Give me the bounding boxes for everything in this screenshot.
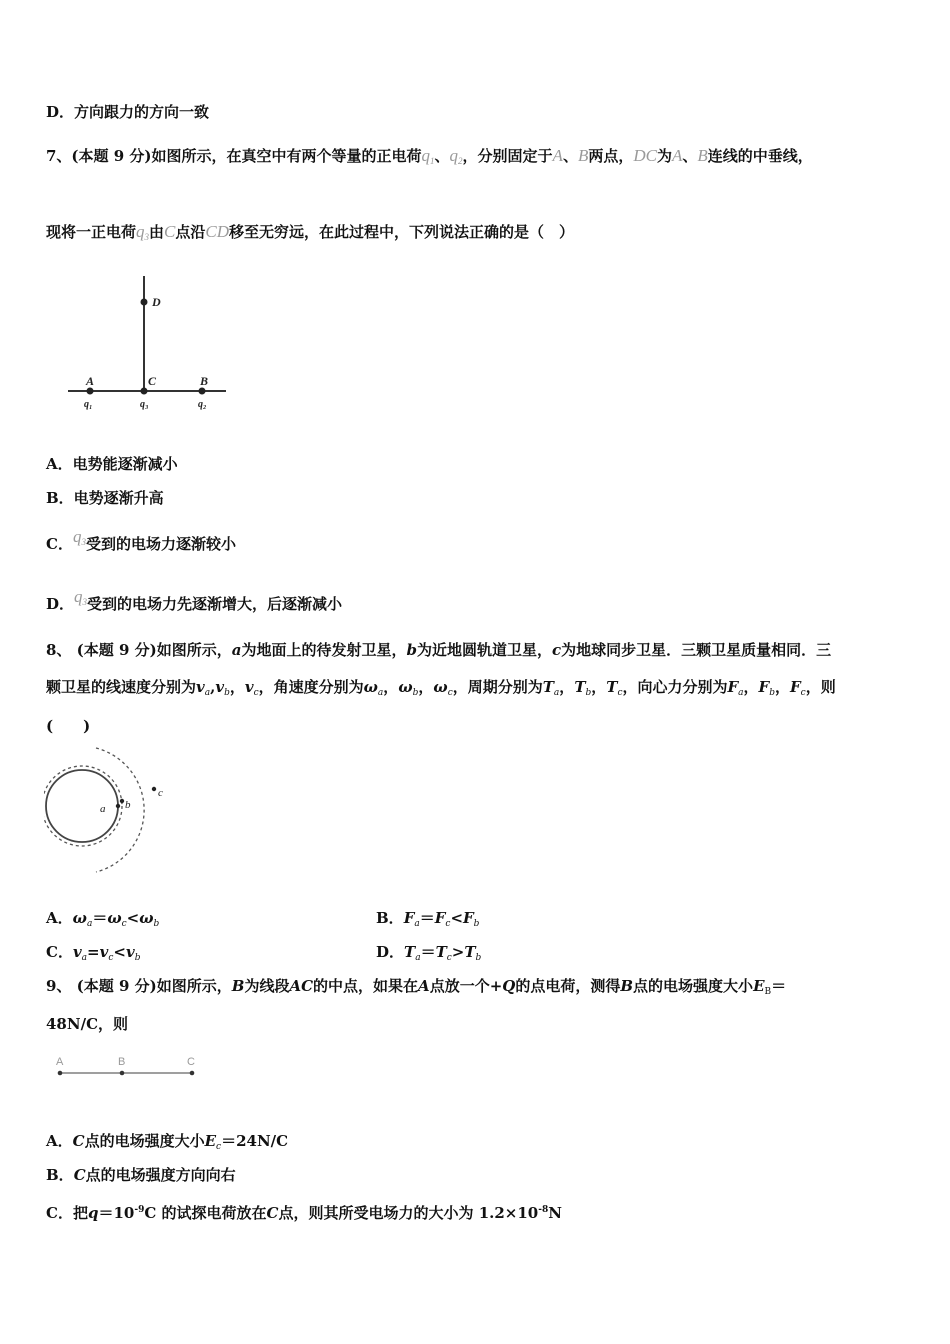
q9-var: C: [73, 1166, 86, 1184]
q7-q2: $q_2$: [449, 146, 463, 166]
q7-text: 7、(本题 9 分)如图所示，在真空中有两个等量的正电荷: [46, 147, 422, 165]
q8-sep: ，: [418, 678, 434, 696]
q8-var: ω: [398, 678, 413, 696]
q8-var: T: [404, 943, 416, 961]
q9-option-b: [46, 1165, 236, 1185]
q9-option-c: [46, 1200, 562, 1223]
q8-var: F: [463, 909, 474, 927]
q7-option-c-text: 受到的电场力逐渐较小: [85, 535, 236, 553]
q7-text: 连线的中垂线，: [707, 147, 813, 165]
q9-text: 为线段: [244, 977, 290, 995]
q7-sep: 、: [434, 147, 450, 165]
q8-option-b-letter: B．: [376, 909, 404, 927]
q8-sep: ，: [743, 678, 759, 696]
q8-text: 颗卫星的线速度分别为: [46, 678, 197, 696]
q8-sep: ，: [591, 678, 607, 696]
q8-var: ω: [433, 678, 448, 696]
q7-label-q3: q₃: [140, 399, 149, 410]
q7-option-d-text: 受到的电场力先逐渐增大，后逐渐减小: [87, 595, 343, 613]
q7-label-d: D: [152, 295, 161, 309]
q8-op: =: [87, 943, 100, 961]
q8-var: F: [727, 678, 739, 696]
q8-text: 为近地圆轨道卫星，: [417, 641, 553, 659]
q8-sub: a: [377, 688, 384, 698]
q8-earth-orbit-a: [46, 770, 118, 842]
q8-sep: ，: [559, 678, 575, 696]
q8-sub: a: [204, 688, 211, 698]
q8-var: v: [196, 678, 205, 696]
q8-sub: c: [447, 688, 453, 698]
q9-stem-line2: 48N/C，则: [46, 1015, 129, 1033]
q8-var: T: [574, 678, 586, 696]
q8-sub: c: [617, 688, 623, 698]
q8-satellite-b: [120, 799, 124, 803]
q8-label-c: c: [158, 787, 163, 799]
q8-op: ＝: [92, 909, 108, 927]
q8-sub: b: [134, 953, 141, 963]
q7-charge-q3: [141, 388, 148, 395]
q7-q3: $q_3$: [136, 222, 150, 242]
q7-text: 点沿: [175, 223, 206, 241]
q8-sub: b: [224, 688, 230, 698]
q9-text: 点的电场强度大小: [84, 1132, 205, 1150]
q8-sub: c: [800, 688, 806, 698]
q8-sep: ，: [774, 678, 790, 696]
q8-text: 为地面上的待发射卫星，: [241, 641, 407, 659]
q8-stem-line3: ( ): [46, 717, 91, 735]
q8-satellite-a: [116, 804, 120, 808]
q8-sub: a: [415, 953, 421, 963]
q9-var: B: [620, 977, 634, 995]
q9-text: 点放一个+: [429, 977, 503, 995]
q8-text: ，向心力分别为: [622, 678, 728, 696]
q9-figure: [52, 1054, 202, 1084]
q8-stem-line2: [46, 677, 836, 703]
q7-label-q2: q₂: [198, 399, 207, 410]
q9-label-b: B: [118, 1056, 126, 1068]
q7-q1: $q_1$: [421, 146, 435, 166]
q8-var: F: [758, 678, 770, 696]
q9-sub: c: [216, 1142, 222, 1152]
q8-var: v: [99, 943, 109, 961]
q7-option-b: B．电势逐渐升高: [46, 489, 164, 507]
q9-var: C: [266, 1204, 279, 1222]
q8-sub: c: [445, 919, 451, 929]
q9-text: ＝10: [98, 1204, 135, 1222]
q7-text: 由: [149, 223, 165, 241]
q8-var: T: [606, 678, 618, 696]
q9-option-b-letter: B．: [46, 1166, 74, 1184]
q7-stem-line2: [46, 222, 574, 247]
q8-var: F: [789, 678, 801, 696]
q9-sub: B: [764, 987, 772, 997]
q9-sup: -8: [538, 1205, 549, 1215]
q8-var: T: [435, 943, 447, 961]
q9-text: C 的试探电荷放在: [144, 1204, 267, 1222]
q8-op: ＝: [420, 943, 436, 961]
q7-option-c-letter: C．: [46, 535, 73, 553]
q8-sub: c: [446, 953, 452, 963]
q7-text: 两点，: [588, 147, 634, 165]
q7-charge-q2: [199, 388, 206, 395]
q8-label-a: a: [100, 803, 106, 815]
q8-text: ，则: [805, 678, 836, 696]
q8-sub: a: [81, 953, 88, 963]
q9-text: 的点电荷，测得: [515, 977, 621, 995]
q9-text: 的中点，如果在: [313, 977, 419, 995]
q7-option-d-q3: $q_3$: [74, 587, 88, 607]
q7-option-c: [46, 527, 236, 559]
q8-var: v: [215, 678, 225, 696]
q8-var-a: a: [231, 641, 242, 659]
q8-sub: a: [86, 919, 93, 929]
q8-var-c: c: [552, 641, 562, 659]
q9-text: 9、 (本题 9 分)如图所示，: [46, 977, 232, 995]
q8-sep: ，: [383, 678, 399, 696]
q9-point-c: [190, 1071, 195, 1076]
q8-var: ω: [363, 678, 378, 696]
q9-text: 点的电场强度大小: [633, 977, 754, 995]
q9-option-a-letter: A．: [46, 1132, 73, 1150]
q7-label-b: B: [200, 374, 209, 388]
q8-sub: b: [769, 688, 775, 698]
q9-var: E: [753, 977, 765, 995]
q8-op: <: [113, 943, 126, 961]
q8-sep: ,: [210, 678, 216, 696]
q7-option-a: A．电势能逐渐减小: [46, 455, 178, 473]
q8-sub: b: [412, 688, 419, 698]
q7-sep: 、: [682, 147, 698, 165]
q8-sub: b: [473, 919, 480, 929]
q9-var: E: [204, 1132, 217, 1150]
q8-var: ω: [72, 909, 87, 927]
q8-text: 为地球同步卫星．三颗卫星质量相同．三: [561, 641, 832, 659]
q8-option-d: [376, 942, 481, 968]
q7-text: 移至无穷远，在此过程中，下列说法正确的是（ ）: [229, 223, 575, 241]
q8-sub: b: [475, 953, 482, 963]
q9-point-a: [58, 1071, 63, 1076]
q8-text: ，周期分别为: [452, 678, 543, 696]
q9-option-a: [46, 1131, 288, 1157]
q9-stem-line1: [46, 976, 786, 1002]
q9-sup: -9: [134, 1205, 145, 1215]
q7-text: 为: [656, 147, 672, 165]
q8-option-b: [376, 908, 479, 934]
q8-var: ω: [139, 909, 154, 927]
q8-op: <: [126, 909, 140, 927]
q9-var: q: [87, 1204, 99, 1222]
q7-text: 现将一正电荷: [46, 223, 137, 241]
q9-text: N: [548, 1204, 562, 1222]
q8-sep: ，: [229, 678, 245, 696]
q7-line-cd: CD: [205, 222, 230, 241]
q7-line-dc: DC: [633, 146, 657, 165]
q8-sub: c: [253, 688, 259, 698]
q8-var: F: [434, 909, 446, 927]
q8-sub: a: [738, 688, 744, 698]
q7-option-d-letter: D．: [46, 595, 75, 613]
q7-option-d: [46, 587, 343, 619]
q9-label-a: A: [56, 1056, 64, 1068]
q9-text: 点的电场强度方向向右: [85, 1166, 236, 1184]
q8-op: ＝: [419, 909, 435, 927]
q8-var: ω: [107, 909, 122, 927]
q7-sep: 、: [562, 147, 578, 165]
q8-sub: c: [108, 953, 114, 963]
q8-var: T: [542, 678, 554, 696]
q8-option-a: [46, 908, 159, 934]
q7-point-c: C: [164, 222, 176, 241]
q8-option-d-letter: D．: [376, 943, 405, 961]
q7-point-a: A: [672, 146, 683, 165]
q8-sub: a: [414, 919, 420, 929]
q8-op: <: [450, 909, 464, 927]
q8-orbit-b: [44, 766, 122, 846]
q8-sub: b: [153, 919, 160, 929]
q8-sub: b: [585, 688, 592, 698]
q9-text: ＝24N/C: [221, 1132, 289, 1150]
q8-sub: a: [553, 688, 560, 698]
q7-point-b: B: [577, 146, 589, 165]
q7-label-q1: q₁: [84, 399, 93, 410]
q8-var: T: [464, 943, 476, 961]
q9-label-c: C: [187, 1056, 195, 1068]
q9-var: A: [418, 977, 430, 995]
q7-point-a: A: [552, 146, 563, 165]
q8-option-a-letter: A．: [46, 909, 73, 927]
q8-text: ，角速度分别为: [258, 678, 364, 696]
q9-var: AC: [289, 977, 314, 995]
q8-var: v: [244, 678, 254, 696]
q7-label-a: A: [86, 374, 95, 388]
q9-option-c-letter: C．: [46, 1204, 73, 1222]
q7-charge-q1: [87, 388, 94, 395]
q8-stem-line1: [46, 640, 831, 660]
q9-text: 点，则其所受电场力的大小为 1.2×10: [278, 1204, 539, 1222]
q8-figure: [44, 744, 174, 879]
q8-satellite-c: [152, 787, 156, 791]
q9-var: C: [72, 1132, 85, 1150]
q7-point-b: B: [697, 146, 708, 165]
q9-var: B: [231, 977, 245, 995]
q9-text: ＝: [771, 977, 787, 995]
q7-text: ，分别固定于: [462, 147, 553, 165]
q6-option-d: D．方向跟力的方向一致: [46, 103, 210, 121]
q7-stem-line1: [46, 146, 813, 171]
q9-point-b: [120, 1071, 125, 1076]
q8-op: >: [451, 943, 465, 961]
q8-sub: c: [121, 919, 127, 929]
q8-var-b: b: [406, 641, 417, 659]
q8-var: v: [72, 943, 82, 961]
q7-option-c-q3: $q_3$: [72, 527, 86, 547]
q8-var: F: [403, 909, 415, 927]
q8-text: 8、 (本题 9 分)如图所示，: [46, 641, 232, 659]
q8-label-b: b: [125, 799, 131, 811]
q7-label-c: C: [148, 374, 157, 388]
q9-var: Q: [502, 977, 516, 995]
q7-point-d: [141, 299, 148, 306]
q8-option-c: [46, 942, 140, 968]
q7-figure: [60, 270, 240, 420]
q8-option-c-letter: C．: [46, 943, 73, 961]
q9-text: 把: [72, 1204, 88, 1222]
q8-var: v: [125, 943, 135, 961]
